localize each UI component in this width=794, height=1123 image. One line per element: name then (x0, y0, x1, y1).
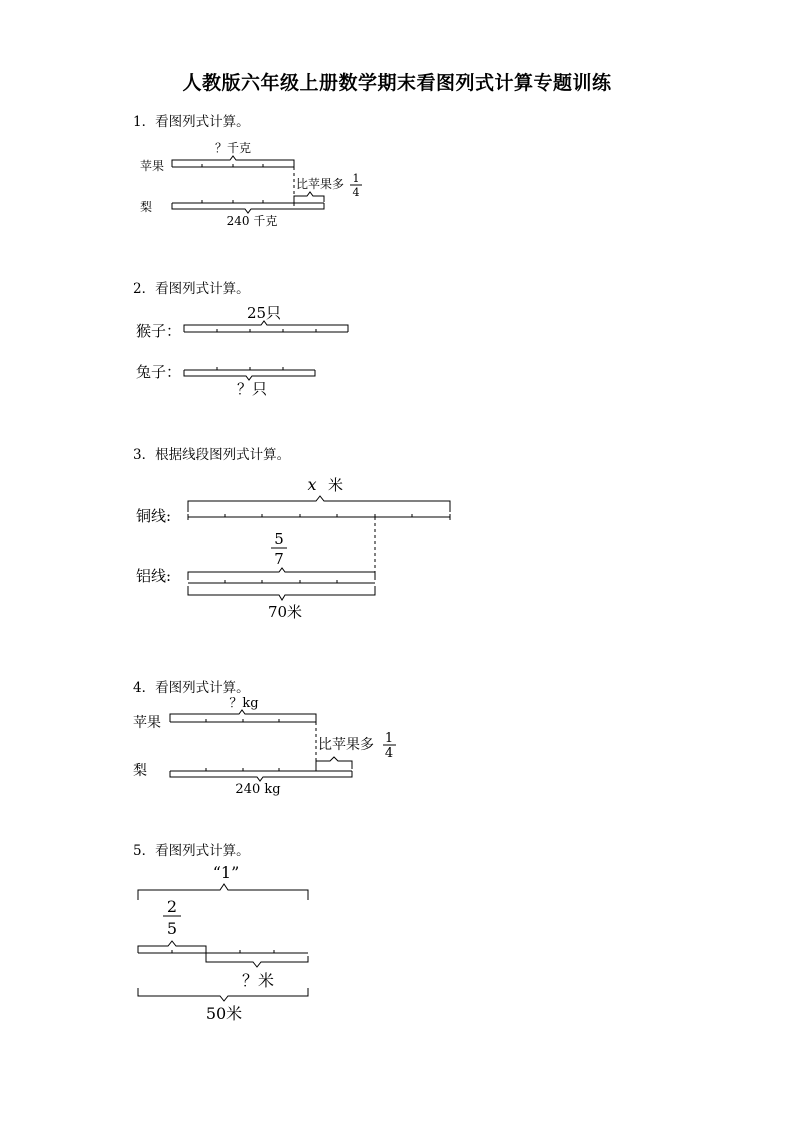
q1-top-label: ？千克 (214, 141, 252, 155)
q5-whole-label: “1” (212, 863, 240, 882)
q1-bottom-label: 240 千克 (226, 214, 278, 228)
q2-bottom-label: ？只 (236, 380, 268, 398)
q2-label-rabbit: 兔子： (136, 363, 182, 381)
q5-frac-num: 2 (166, 897, 178, 916)
q5-rest-brace (206, 956, 308, 967)
q2-label-monkey: 猴子： (136, 322, 182, 340)
q4-label-pear: 梨 (133, 763, 147, 779)
q2-top-label: 25只 (246, 304, 282, 322)
question-3-heading: 3．根据线段图列式计算。 (133, 447, 291, 463)
q5-rest-label: ？米 (241, 971, 275, 990)
q4-compare-text: 比苹果多 (318, 737, 374, 753)
q3-bottom-label: 70米 (267, 603, 303, 621)
q1-frac-den: 4 (352, 186, 360, 199)
q1-frac-num: 1 (352, 172, 360, 185)
q1-label-pear: 梨 (140, 200, 153, 214)
q5-whole-brace (138, 884, 308, 900)
q4-top-label: ？kg (229, 696, 259, 711)
question-5-heading: 5．看图列式计算。 (133, 843, 250, 859)
q5-bottom-brace (138, 988, 308, 1001)
q5-frac-den: 5 (166, 919, 178, 938)
q3-frac-den: 7 (274, 550, 284, 568)
question-1-heading: 1．看图列式计算。 (133, 114, 250, 130)
question-4-heading: 4．看图列式计算。 (133, 680, 250, 696)
q5-bottom-label: 50米 (205, 1004, 243, 1023)
q3-label-copper: 铜线: (136, 507, 172, 525)
q1-label-apple: 苹果 (140, 159, 165, 173)
q4-label-apple: 苹果 (133, 715, 161, 731)
q3-frac-num: 5 (274, 530, 284, 548)
q1-compare-text: 比苹果多 (296, 177, 345, 191)
q3-top-unit: 米 (328, 476, 344, 494)
q4-bottom-label: 240 kg (235, 782, 281, 797)
q3-label-aluminum: 铝线: (136, 567, 172, 585)
q3-top-var: x (307, 475, 317, 494)
q4-frac-den: 4 (384, 746, 394, 761)
q4-frac-num: 1 (384, 731, 394, 746)
question-2-heading: 2．看图列式计算。 (133, 281, 250, 297)
page-title: 人教版六年级上册数学期末看图列式计算专题训练 (182, 72, 612, 94)
